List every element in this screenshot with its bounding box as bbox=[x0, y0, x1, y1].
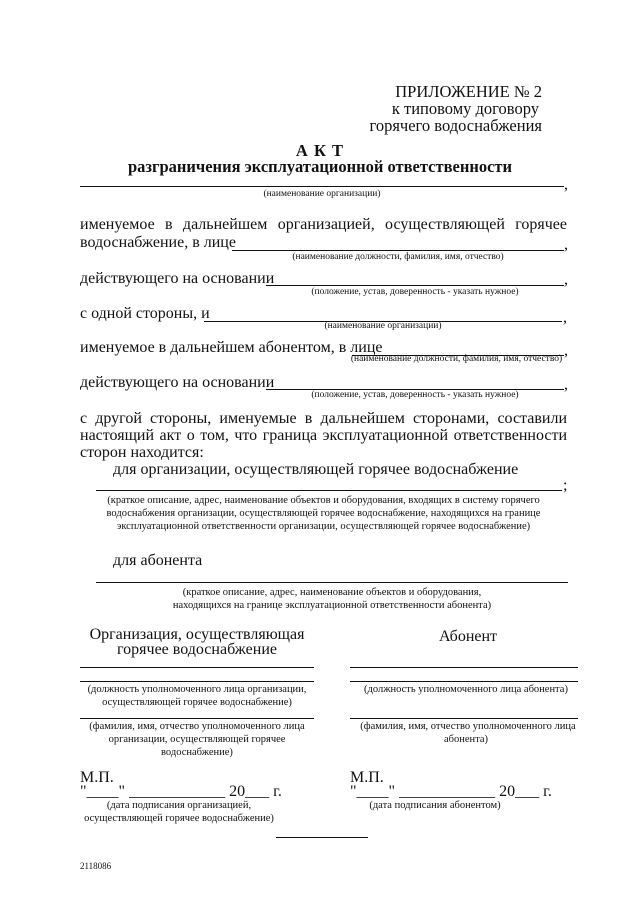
paragraph-3: с одной стороны, и bbox=[80, 305, 210, 322]
word: в bbox=[165, 216, 173, 233]
word: дальнейшем bbox=[182, 216, 268, 233]
paragraph-1-line-2: водоснабжение, в лице bbox=[80, 234, 236, 251]
subscriber-representative-hint: (наименование должности, фамилия, имя, отчество) bbox=[350, 354, 563, 364]
comma-5: , bbox=[564, 342, 568, 359]
basis-hint: (положение, устав, доверенность - указать нужное) bbox=[311, 287, 519, 297]
act-subtitle: разграничения эксплуатационной ответственности bbox=[127, 157, 513, 176]
comma-4: , bbox=[563, 309, 567, 326]
representative-hint: (наименование должности, фамилия, имя, отчество) bbox=[292, 252, 504, 262]
bottom-divider bbox=[276, 837, 368, 838]
document-code: 2118086 bbox=[80, 861, 112, 871]
appendix-subtitle: к типовому договору bbox=[391, 99, 539, 118]
right-stamp-place: М.П. bbox=[350, 769, 384, 786]
left-name-hint-1: (фамилия, имя, отчество уполномоченного лица bbox=[89, 721, 305, 732]
org-boundary-line[interactable] bbox=[96, 490, 562, 491]
left-stamp-place: М.П. bbox=[80, 769, 114, 786]
org-name-hint: (наименование организации) bbox=[263, 189, 381, 199]
right-date-hint: (дата подписания абонентом) bbox=[369, 800, 501, 811]
paragraph-6-line-2: настоящий акт о том, что граница эксплуатационной ответственности bbox=[80, 427, 567, 444]
org-boundary-hint-2: водоснабжения организации, осуществляющей горячее водоснабжение, находящихся на границе bbox=[106, 508, 541, 519]
org-name-line[interactable] bbox=[80, 186, 564, 187]
paragraph-6-line-3: сторон находится: bbox=[80, 444, 204, 461]
left-signature-line-1[interactable] bbox=[80, 667, 314, 668]
comma-2: , bbox=[564, 236, 568, 253]
right-signature-line-1[interactable] bbox=[350, 667, 578, 668]
paragraph-7: для организации, осуществляющей горячее водоснабжение bbox=[113, 461, 519, 478]
right-name-hint-2: абонента) bbox=[443, 734, 489, 745]
left-party-title-1: Организация, осуществляющая bbox=[89, 626, 305, 643]
appendix-subtitle-2: горячего водоснабжения bbox=[369, 116, 542, 135]
word: горячее bbox=[515, 216, 567, 233]
subscriber-boundary-hint-1: (краткое описание, адрес, наименование объектов и оборудования, bbox=[182, 587, 482, 598]
subscriber-org-hint: (наименование организации) bbox=[324, 321, 442, 331]
comma-1: , bbox=[564, 176, 568, 193]
left-date-hint-2: осуществляющей горячее водоснабжение) bbox=[84, 813, 274, 824]
left-name-hint-2: организации, осуществляющей горячее bbox=[108, 734, 286, 745]
semicolon: ; bbox=[563, 477, 568, 494]
basis-line[interactable] bbox=[266, 285, 564, 286]
left-position-hint-2: осуществляющей горячее водоснабжение) bbox=[102, 697, 292, 708]
right-name-line[interactable] bbox=[350, 718, 578, 719]
paragraph-8: для абонента bbox=[113, 552, 203, 569]
act-title: А К Т bbox=[295, 141, 345, 160]
comma-6: , bbox=[564, 376, 568, 393]
left-date-field[interactable]: "____" ____________ 20___ г. bbox=[80, 783, 282, 800]
right-position-hint: (должность уполномоченного лица абонента) bbox=[364, 684, 568, 695]
left-name-line[interactable] bbox=[80, 718, 314, 719]
paragraph-6-line-1: с другой стороны, именуемые в дальнейшем сторонами, составили bbox=[80, 410, 567, 427]
subscriber-boundary-hint-2: находящихся на границе эксплуатационной ответственности абонента) bbox=[172, 600, 492, 611]
org-boundary-hint-3: эксплуатационной ответственности организации, осуществляющей горячее водоснабжение) bbox=[116, 521, 531, 532]
left-date-hint-1: (дата подписания организацией, bbox=[106, 800, 252, 811]
appendix-number: ПРИЛОЖЕНИЕ № 2 bbox=[395, 82, 542, 101]
subscriber-basis-hint: (положение, устав, доверенность - указать нужное) bbox=[311, 390, 519, 400]
right-signature-line-2[interactable] bbox=[350, 681, 578, 682]
right-party-title: Абонент bbox=[438, 628, 498, 645]
paragraph-4: именуемое в дальнейшем абонентом, в лице bbox=[80, 339, 383, 356]
left-name-hint-3: водоснабжение) bbox=[161, 747, 233, 758]
paragraph-5: действующего на основании bbox=[80, 374, 275, 391]
word: именуемое bbox=[80, 216, 155, 233]
left-party-title-2: горячее водоснабжение bbox=[117, 641, 277, 658]
left-signature-line-2[interactable] bbox=[80, 681, 314, 682]
org-boundary-hint-1: (краткое описание, адрес, наименование объектов и оборудования, входящих в систему горячего bbox=[107, 495, 540, 506]
paragraph-2: действующего на основании bbox=[80, 270, 275, 287]
representative-line[interactable] bbox=[232, 250, 564, 251]
left-position-hint-1: (должность уполномоченного лица организации, bbox=[87, 684, 307, 695]
paragraph-1-line-1 bbox=[80, 216, 567, 234]
word: организацией, bbox=[277, 216, 375, 233]
word: осуществляющей bbox=[385, 216, 505, 233]
subscriber-boundary-line[interactable] bbox=[96, 582, 568, 583]
right-date-field[interactable]: "____" ____________ 20___ г. bbox=[350, 783, 552, 800]
comma-3: , bbox=[564, 271, 568, 288]
right-name-hint-1: (фамилия, имя, отчество уполномоченного лица bbox=[360, 721, 576, 732]
